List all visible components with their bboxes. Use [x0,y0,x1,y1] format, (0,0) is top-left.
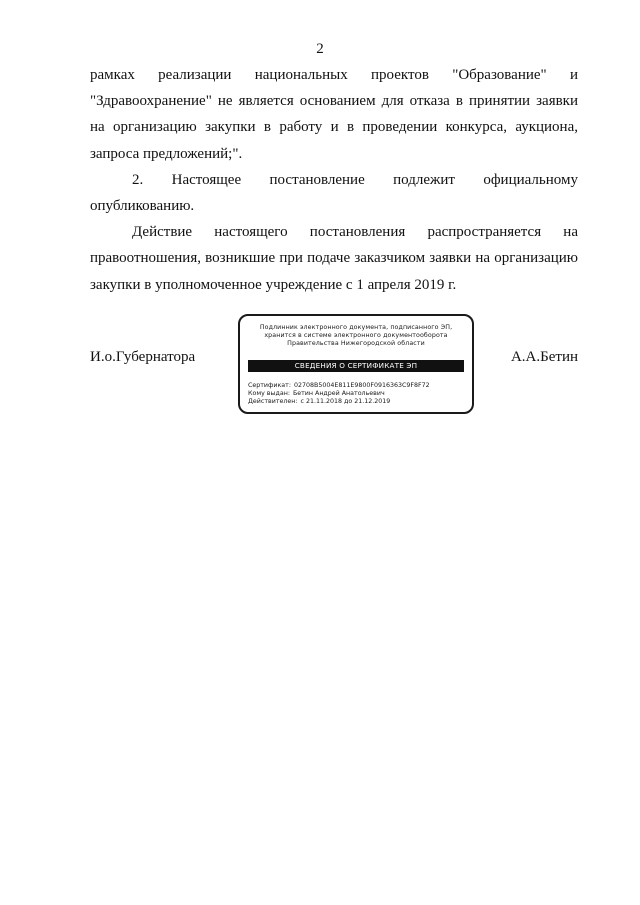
stamp-header-line: Подлинник электронного документа, подписанного ЭП, [259,324,453,331]
page-number: 2 [316,41,324,57]
paragraph-2: 2. Настоящее постановление подлежит официальному опубликованию. [90,171,578,215]
stamp-header-line: Правительства Нижегородской области [287,340,425,347]
stamp-certificate-info [248,382,466,406]
issued-to-row [248,390,466,398]
electronic-signature-stamp [238,314,474,414]
certificate-row [248,382,466,390]
signatory-name: А.А.Бетин [510,349,578,365]
paragraph-3: Действие настоящего постановления распространяется на правоотношения, возникшие при подаче заказчиком заявки на организацию закупки в уполномоченное учреждение с 1 апреля 2019 г. [90,224,578,293]
validity-row [248,398,466,406]
stamp-header-line: хранится в системе электронного документооборота [264,332,448,339]
paragraph-1-continuation: "Здравоохранение" не является основанием для отказа в принятии заявки на организацию закупки в работу и в проведении конкурса, аукциона, запроса предложений;". [90,93,578,162]
issued-to-label: Кому выдан: [248,390,290,397]
stamp-header [240,324,472,348]
issued-to-value: Бетин Андрей Анатольевич [292,390,385,397]
stamp-title-bar: СВЕДЕНИЯ О СЕРТИФИКАТЕ ЭП [248,360,464,372]
document-body [90,62,578,298]
certificate-value: 02708B5004E811E9800F0916363C9F8F72 [293,382,430,389]
signatory-position: И.о.Губернатора [90,349,196,365]
paragraph-1-line-1: рамках реализации национальных проектов "Образование" и [90,67,578,83]
certificate-label: Сертификат: [248,382,291,389]
validity-value: с 21.11.2018 до 21.12.2019 [300,398,391,405]
validity-label: Действителен: [248,398,298,405]
